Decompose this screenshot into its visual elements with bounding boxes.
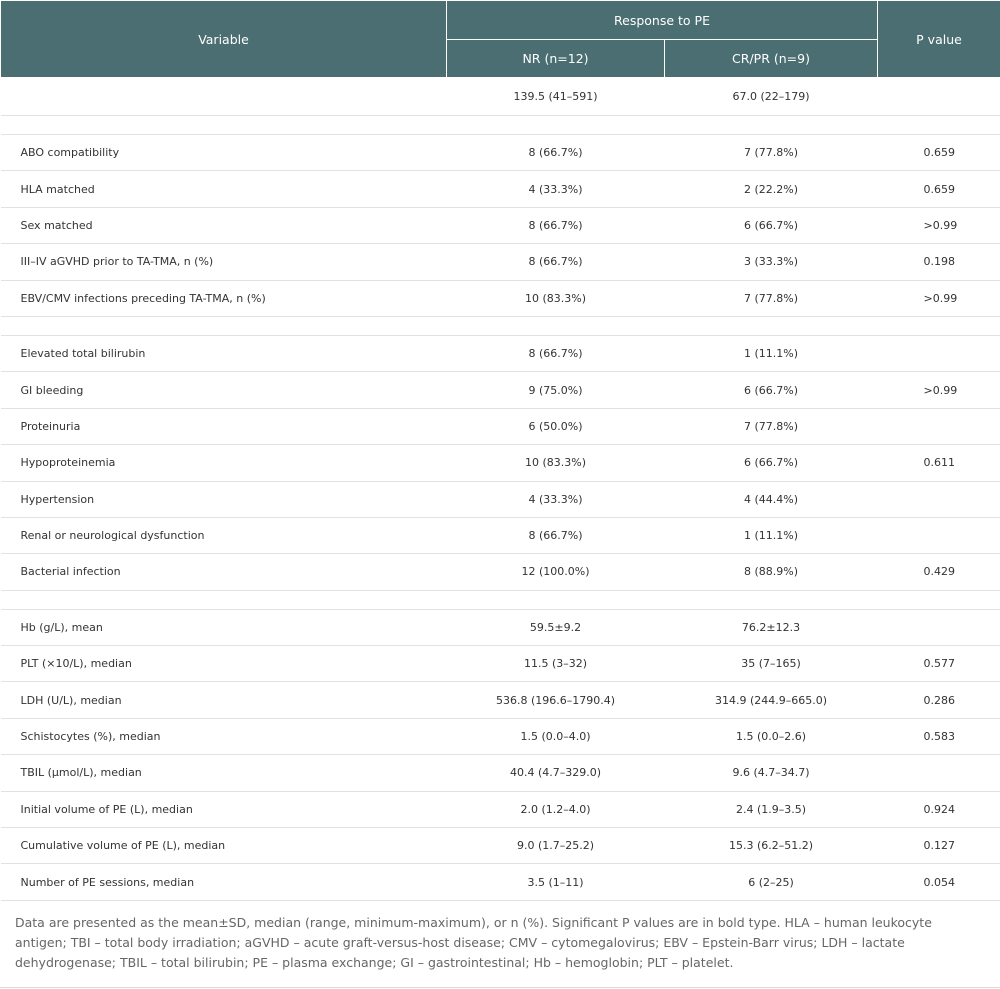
p-value-cell: >0.99	[878, 207, 1000, 243]
crpr-value-cell: 15.3 (6.2–51.2)	[665, 828, 878, 864]
row-label-cell: Hypoproteinemia	[1, 445, 447, 481]
table-row	[1, 682, 1000, 718]
p-value-cell: >0.99	[878, 372, 1000, 408]
spacer-cell	[1, 590, 1000, 609]
row-label-cell: GI bleeding	[1, 372, 447, 408]
p-value-cell	[878, 755, 1000, 791]
nr-value-cell: 2.0 (1.2–4.0)	[447, 791, 665, 827]
table-body	[1, 78, 1000, 901]
table-row	[1, 135, 1000, 171]
crpr-value-cell: 4 (44.4%)	[665, 481, 878, 517]
header-cr-pr: CR/PR (n=9)	[665, 40, 878, 78]
table-row	[1, 554, 1000, 590]
crpr-value-cell: 6 (66.7%)	[665, 372, 878, 408]
row-label-cell: HLA matched	[1, 171, 447, 207]
table-row	[1, 828, 1000, 864]
crpr-value-cell: 2.4 (1.9–3.5)	[665, 791, 878, 827]
table-row	[1, 609, 1000, 645]
nr-value-cell: 3.5 (1–11)	[447, 864, 665, 900]
nr-value-cell: 10 (83.3%)	[447, 280, 665, 316]
table-row	[1, 864, 1000, 900]
crpr-value-cell: 6 (2–25)	[665, 864, 878, 900]
section-spacer-row	[1, 590, 1000, 609]
table-row	[1, 646, 1000, 682]
table-footnote: Data are presented as the mean±SD, median (range, minimum-maximum), or n (%). Significant P values are in bold type. HLA – human leukocyte antigen; TBI – total body irradiation; aGVHD – acute graft-versus-host disease; CMV – cytomegalovirus; EBV – Epstein-Barr virus; LDH – lactate dehydrogenase; TBIL – total bilirubin; PE – plasma exchange; GI – gastrointestinal; Hb – hemoglobin; PLT – platelet.	[15, 914, 932, 970]
p-value-cell: 0.198	[878, 244, 1000, 280]
table-row	[1, 78, 1000, 116]
table-row	[1, 372, 1000, 408]
nr-value-cell: 6 (50.0%)	[447, 408, 665, 444]
nr-value-cell: 8 (66.7%)	[447, 335, 665, 371]
crpr-value-cell: 6 (66.7%)	[665, 445, 878, 481]
p-value-cell: 0.659	[878, 171, 1000, 207]
crpr-value-cell: 67.0 (22–179)	[665, 78, 878, 116]
table-row	[1, 755, 1000, 791]
row-label-cell: Cumulative volume of PE (L), median	[1, 828, 447, 864]
nr-value-cell: 139.5 (41–591)	[447, 78, 665, 116]
header-variable: Variable	[1, 1, 447, 78]
crpr-value-cell: 1 (11.1%)	[665, 517, 878, 553]
table-row	[1, 481, 1000, 517]
crpr-value-cell: 7 (77.8%)	[665, 135, 878, 171]
row-label-cell: III–IV aGVHD prior to TA-TMA, n (%)	[1, 244, 447, 280]
row-label-cell: Schistocytes (%), median	[1, 718, 447, 754]
row-label-cell: Number of PE sessions, median	[1, 864, 447, 900]
row-label-cell: Initial volume of PE (L), median	[1, 791, 447, 827]
nr-value-cell: 8 (66.7%)	[447, 135, 665, 171]
spacer-cell	[1, 316, 1000, 335]
p-value-cell: 0.659	[878, 135, 1000, 171]
section-spacer-row	[1, 116, 1000, 135]
table-row	[1, 335, 1000, 371]
nr-value-cell: 8 (66.7%)	[447, 207, 665, 243]
crpr-value-cell: 7 (77.8%)	[665, 280, 878, 316]
p-value-cell	[878, 408, 1000, 444]
p-value-cell: 0.127	[878, 828, 1000, 864]
crpr-value-cell: 35 (7–165)	[665, 646, 878, 682]
p-value-cell: 0.924	[878, 791, 1000, 827]
crpr-value-cell: 3 (33.3%)	[665, 244, 878, 280]
nr-value-cell: 12 (100.0%)	[447, 554, 665, 590]
crpr-value-cell: 76.2±12.3	[665, 609, 878, 645]
nr-value-cell: 9 (75.0%)	[447, 372, 665, 408]
header-response-to-pe: Response to PE	[447, 1, 878, 40]
spacer-cell	[1, 116, 1000, 135]
nr-value-cell: 8 (66.7%)	[447, 517, 665, 553]
table-row	[1, 718, 1000, 754]
nr-value-cell: 4 (33.3%)	[447, 481, 665, 517]
p-value-cell	[878, 335, 1000, 371]
row-label-cell: LDH (U/L), median	[1, 682, 447, 718]
p-value-cell	[878, 609, 1000, 645]
bottom-divider	[0, 987, 1000, 988]
row-label-cell: EBV/CMV infections preceding TA-TMA, n (%)	[1, 280, 447, 316]
row-label-cell: Elevated total bilirubin	[1, 335, 447, 371]
header-nr: NR (n=12)	[447, 40, 665, 78]
table-row	[1, 171, 1000, 207]
row-label-cell: Renal or neurological dysfunction	[1, 517, 447, 553]
p-value-cell: 0.429	[878, 554, 1000, 590]
section-spacer-row	[1, 316, 1000, 335]
p-value-cell: 0.583	[878, 718, 1000, 754]
crpr-value-cell: 6 (66.7%)	[665, 207, 878, 243]
row-label-cell: Proteinuria	[1, 408, 447, 444]
nr-value-cell: 59.5±9.2	[447, 609, 665, 645]
p-value-cell	[878, 78, 1000, 116]
crpr-value-cell: 8 (88.9%)	[665, 554, 878, 590]
nr-value-cell: 40.4 (4.7–329.0)	[447, 755, 665, 791]
crpr-value-cell: 1.5 (0.0–2.6)	[665, 718, 878, 754]
row-label-cell	[1, 78, 447, 116]
table-row	[1, 791, 1000, 827]
table-row	[1, 408, 1000, 444]
table-row	[1, 244, 1000, 280]
row-label-cell: Hb (g/L), mean	[1, 609, 447, 645]
nr-value-cell: 536.8 (196.6–1790.4)	[447, 682, 665, 718]
nr-value-cell: 1.5 (0.0–4.0)	[447, 718, 665, 754]
nr-value-cell: 9.0 (1.7–25.2)	[447, 828, 665, 864]
table-row	[1, 445, 1000, 481]
row-label-cell: Sex matched	[1, 207, 447, 243]
p-value-cell: 0.577	[878, 646, 1000, 682]
crpr-value-cell: 9.6 (4.7–34.7)	[665, 755, 878, 791]
row-label-cell: ABO compatibility	[1, 135, 447, 171]
row-label-cell: TBIL (μmol/L), median	[1, 755, 447, 791]
row-label-cell: Bacterial infection	[1, 554, 447, 590]
crpr-value-cell: 1 (11.1%)	[665, 335, 878, 371]
table-row	[1, 517, 1000, 553]
crpr-value-cell: 2 (22.2%)	[665, 171, 878, 207]
p-value-cell: 0.286	[878, 682, 1000, 718]
row-label-cell: PLT (×10/L), median	[1, 646, 447, 682]
table-row	[1, 207, 1000, 243]
p-value-cell: 0.611	[878, 445, 1000, 481]
p-value-cell: 0.054	[878, 864, 1000, 900]
nr-value-cell: 11.5 (3–32)	[447, 646, 665, 682]
crpr-value-cell: 7 (77.8%)	[665, 408, 878, 444]
nr-value-cell: 10 (83.3%)	[447, 445, 665, 481]
row-label-cell: Hypertension	[1, 481, 447, 517]
p-value-cell	[878, 481, 1000, 517]
table-row	[1, 280, 1000, 316]
crpr-value-cell: 314.9 (244.9–665.0)	[665, 682, 878, 718]
p-value-cell: >0.99	[878, 280, 1000, 316]
nr-value-cell: 4 (33.3%)	[447, 171, 665, 207]
p-value-cell	[878, 517, 1000, 553]
nr-value-cell: 8 (66.7%)	[447, 244, 665, 280]
table-header	[1, 1, 1000, 78]
header-p-value: P value	[878, 1, 1000, 78]
